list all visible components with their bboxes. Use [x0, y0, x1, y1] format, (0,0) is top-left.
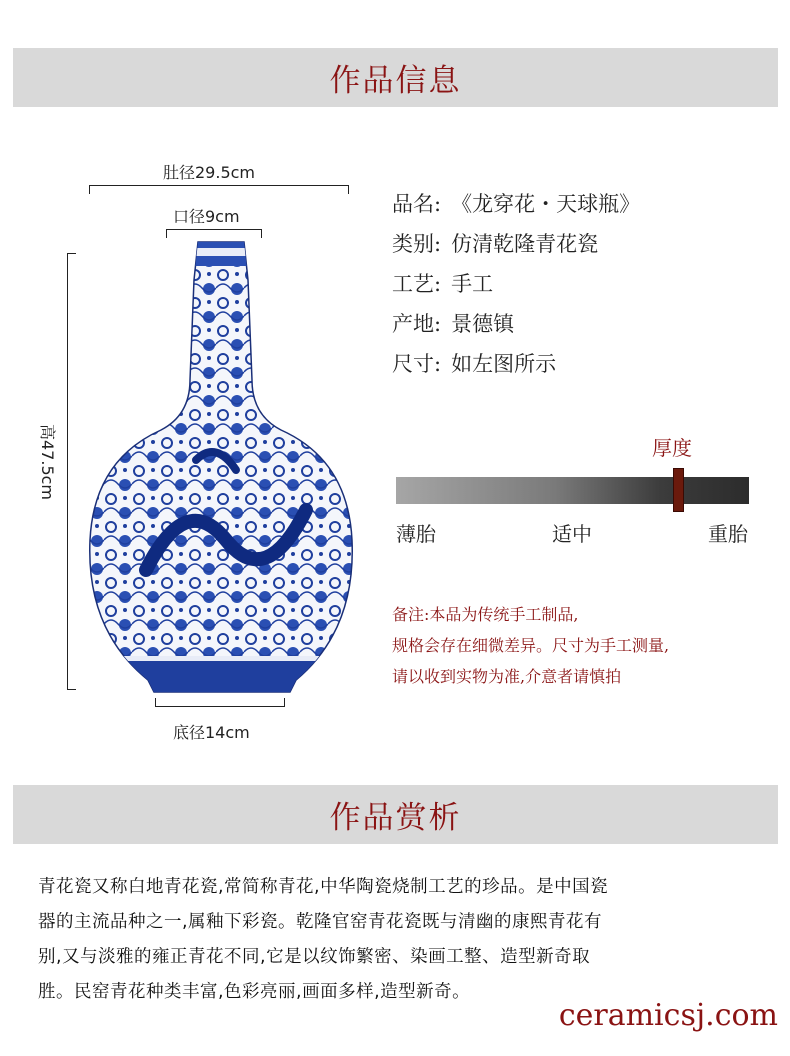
note-line: 规格会存在细微差异。尺寸为手工测量, [392, 636, 670, 655]
thickness-label: 厚度 [652, 436, 692, 460]
info-row-origin [392, 308, 514, 338]
height-label: 高47.5cm [38, 424, 57, 501]
info-label: 品名: [392, 192, 442, 216]
info-label: 工艺: [392, 272, 442, 296]
watermark: ceramicsj.com [558, 998, 778, 1033]
info-value: 手工 [451, 272, 494, 296]
base-diameter-label: 底径14cm [173, 723, 250, 742]
belly-diameter-label: 肚径29.5cm [163, 163, 256, 182]
thickness-marker [673, 468, 684, 512]
info-row-size [392, 348, 556, 378]
belly-dimension-line [89, 185, 349, 194]
info-value: 如左图所示 [451, 352, 557, 376]
thickness-bar [396, 477, 749, 504]
info-value: 仿清乾隆青花瓷 [451, 232, 599, 256]
section-banner-appreciation [13, 785, 778, 844]
description-line: 胜。民窑青花种类丰富,色彩亮丽,画面多样,造型新奇。 [38, 982, 471, 1002]
description-line: 青花瓷又称白地青花瓷,常简称青花,中华陶瓷烧制工艺的珍品。是中国瓷 [38, 877, 609, 897]
note-line: 备注:本品为传统手工制品, [392, 605, 579, 624]
info-row-category [392, 228, 598, 258]
info-row-name [392, 188, 640, 218]
section-banner-info [13, 48, 778, 107]
info-label: 产地: [392, 312, 442, 336]
description-line: 器的主流品种之一,属釉下彩瓷。乾隆官窑青花瓷既与清幽的康熙青花有 [38, 912, 603, 932]
thickness-scale-medium: 适中 [552, 522, 592, 546]
description-line: 别,又与淡雅的雍正青花不同,它是以纹饰繁密、染画工整、造型新奇取 [38, 947, 591, 967]
mouth-dimension-line [166, 229, 262, 238]
note-line: 请以收到实物为准,介意者请慎拍 [392, 667, 622, 686]
mouth-diameter-label: 口径9cm [173, 207, 240, 226]
thickness-scale-heavy: 重胎 [708, 522, 748, 546]
vase-illustration [76, 240, 366, 700]
thickness-scale-thin: 薄胎 [396, 522, 436, 546]
info-value: 景德镇 [451, 312, 515, 336]
info-label: 类别: [392, 232, 442, 256]
section-title-info: 作品信息 [329, 63, 462, 99]
info-label: 尺寸: [392, 352, 442, 376]
section-title-appreciation: 作品赏析 [329, 800, 462, 836]
height-dimension-line [67, 253, 76, 690]
info-row-craft [392, 268, 493, 298]
info-value: 《龙穿花・天球瓶》 [451, 192, 641, 216]
